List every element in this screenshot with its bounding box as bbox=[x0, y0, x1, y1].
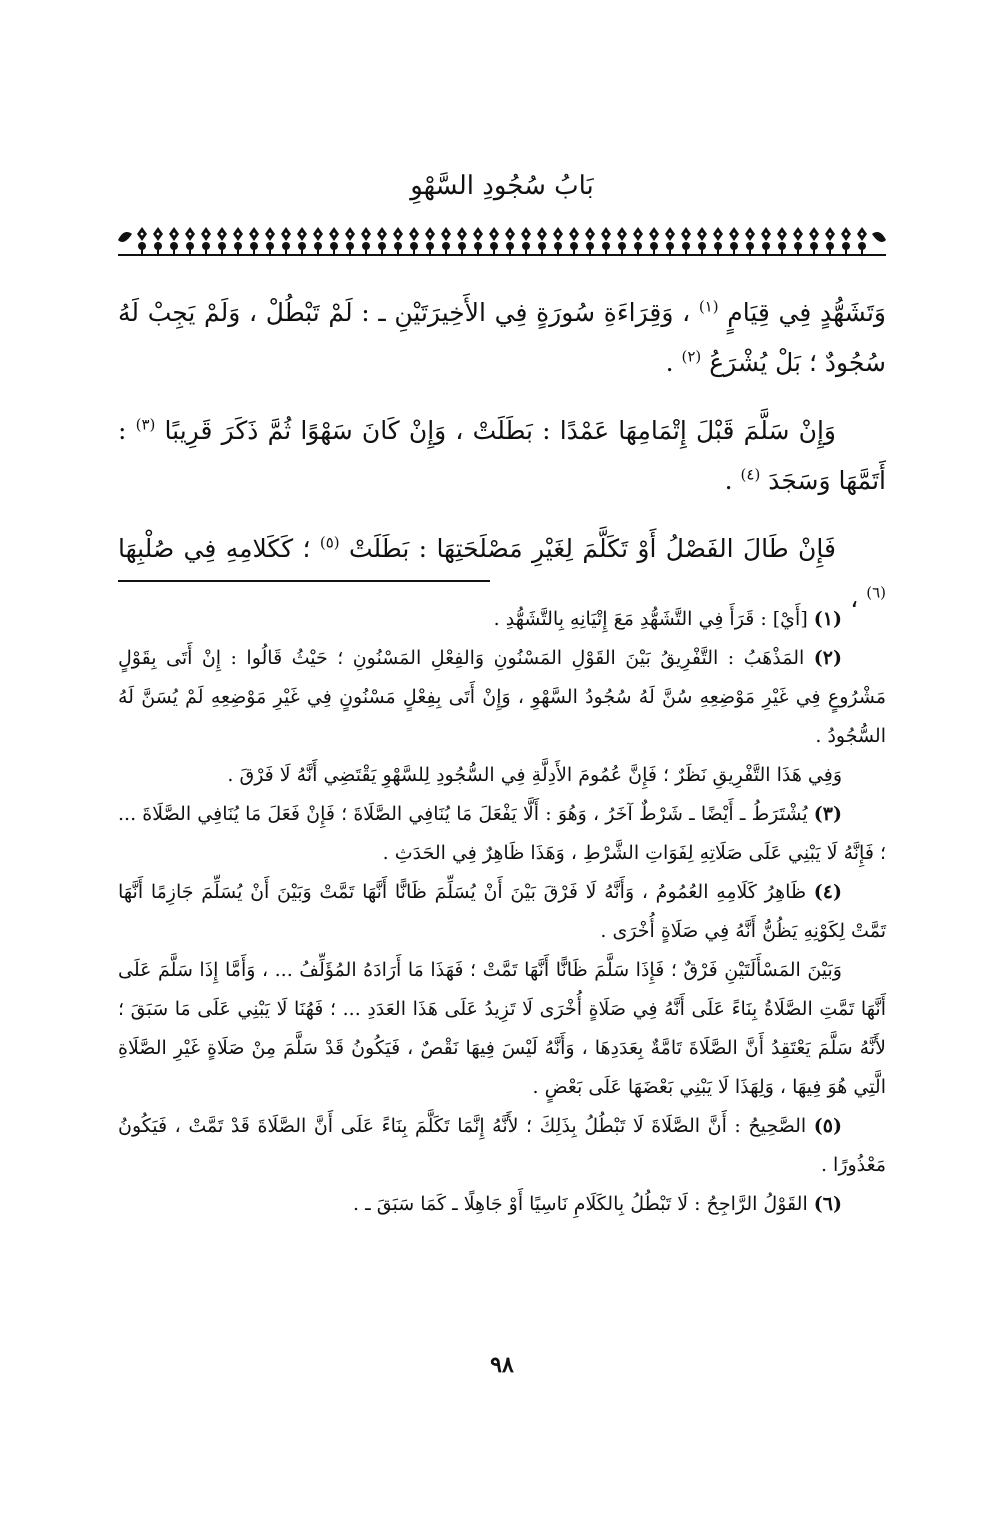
footnote-separator bbox=[118, 580, 490, 582]
footnote: (٣) يُشْتَرَطُ ـ أَيْضًا ـ شَرْطٌ آخَرُ ، وَهُوَ : أَلَّا يَفْعَلَ مَا يُنَافِي الصَّلَاةَ ؛ فَإِنْ فَعَلَ مَا يُنَافِي الصَّلَاةَ ... ؛ فَإِنَّهُ لَا يَبْنِي عَلَى صَلَاتِهِ لِفَوَاتِ الشَّرْطِ ، وَهَذَا ظَاهِرٌ فِي الحَدَثِ . bbox=[118, 803, 886, 864]
footnote-ref[interactable]: (٦) bbox=[866, 583, 886, 602]
footnote: وَبَيْنَ المَسْأَلَتَيْنِ فَرْقٌ ؛ فَإِذَا سَلَّمَ ظَانًّا أَنَّهَا تَمَّتْ ؛ فَهَذَا مَا أَرَادَهُ المُؤَلِّفُ ... ، وَأَمَّا إِذَا سَلَّمَ عَلَى أَنَّهَا تَمَّتِ الصَّلَاةُ بِنَاءً عَلَى أَنَّهُ فِي صَلَاةٍ أُخْرَى لَا تَزِيدُ عَلَى هَذَا العَدَدِ ... ؛ فَهُنَا لَا يَبْنِي عَلَى مَا سَبَقَ ؛ لأَنَّهُ سَلَّمَ يَعْتَقِدُ أَنَّ الصَّلَاةَ تَامَّةٌ بِعَدَدِهَا ، وَأَنَّهُ لَيْسَ فِيهَا نَقْصٌ ، فَيَكُونُ قَدْ سَلَّمَ مِنْ صَلَاةٍ غَيْرِ الصَّلَاةِ الَّتِي هُوَ فِيهَا ، وَلِهَذَا لَا يَبْنِي بَعْضَهَا عَلَى بَعْضٍ . bbox=[118, 959, 886, 1098]
footnote: (٦) القَوْلُ الرَّاجِحُ : لَا تَبْطُلُ بِالكَلَامِ نَاسِيًا أَوْ جَاهِلًا ـ كَمَا سَبَقَ ـ . bbox=[353, 1193, 842, 1215]
footnote-number: (٢) bbox=[813, 647, 842, 669]
footnote-ref[interactable]: (١) bbox=[698, 297, 719, 316]
footnote: (٤) ظَاهِرُ كَلَامِهِ العُمُومُ ، وَأَنَّهُ لَا فَرْقَ بَيْنَ أَنْ يُسَلِّمَ ظَانًّا أَنَّهَا تَمَّتْ وَبَيْنَ أَنْ يُسَلِّمَ جَازِمًا أَنَّهَا تَمَّتْ لِكَوْنِهِ يَظُنُّ أَنَّهُ فِي صَلَاةٍ أُخْرَى . bbox=[118, 881, 886, 942]
running-header: بَابُ سُجُودِ السَّهْوِ bbox=[410, 171, 594, 201]
main-paragraph: فَإِنْ طَالَ الفَصْلُ أَوْ تَكَلَّمَ لِغَيْرِ مَصْلَحَتِهَا : بَطَلَتْ $^{(٥)}$ ؛ كَكَلامِهِ فِي صُلْبِهَا $^{(٦)}$ ، bbox=[118, 533, 886, 613]
page-number: ٩٨ bbox=[490, 1352, 514, 1378]
footnote-number: (٦) bbox=[813, 1193, 842, 1215]
footnote-ref[interactable]: (٤) bbox=[740, 465, 761, 484]
footnote-ref[interactable]: (٥) bbox=[319, 533, 340, 552]
footnote-number: (٥) bbox=[813, 1115, 842, 1137]
footnote: وَفِي هَذَا التَّفْرِيقِ نَظَرٌ ؛ فَإِنَّ عُمُومَ الأَدِلَّةِ فِي السُّجُودِ لِلسَّهْوِ يَقْتَضِي أَنَّهُ لَا فَرْقَ . bbox=[227, 764, 842, 786]
footnote-number: (١) bbox=[813, 608, 842, 630]
footnote-number: (٣) bbox=[813, 803, 842, 825]
footnote-ref[interactable]: (٢) bbox=[681, 347, 702, 366]
main-paragraph: وَإِنْ سَلَّمَ قَبْلَ إِتْمَامِهَا عَمْدًا : بَطَلَتْ ، وَإِنْ كَانَ سَهْوًا ثُمَّ ذَكَرَ قَرِيبًا $^{(٣)}$ : أَتَمَّهَا وَسَجَدَ $^{(٤)}$ . bbox=[118, 415, 886, 495]
main-paragraph: وَتَشَهُّدٍ فِي قِيَامٍ $^{(١)}$ ، وَقِرَاءَةِ سُورَةٍ فِي الأَخِيرَتَيْنِ ـ : لَمْ تَبْطُلْ ، وَلَمْ يَجِبْ لَهُ سُجُودٌ ؛ بَلْ يُشْرَعُ $^{(٢)}$ . bbox=[118, 297, 886, 377]
footnote-number: (٤) bbox=[813, 881, 842, 903]
main-text bbox=[118, 288, 886, 642]
footnotes bbox=[118, 600, 886, 1224]
footnote-ref[interactable]: (٣) bbox=[135, 415, 156, 434]
footnote: (١) [أَيْ] : قَرَأَ فِي التَّشَهُّدِ مَعَ إِتْيَانِهِ بِالتَّشَهُّدِ . bbox=[493, 608, 842, 630]
ornamental-border bbox=[118, 224, 886, 256]
footnote: (٥) الصَّحِيحُ : أَنَّ الصَّلَاةَ لَا تَبْطُلُ بِذَلِكَ ؛ لأَنَّهُ إِنَّمَا تَكَلَّمَ بِنَاءً عَلَى أَنَّ الصَّلَاةَ قَدْ تَمَّتْ ، فَيَكُونُ مَعْذُورًا . bbox=[118, 1115, 886, 1176]
footnote: (٢) المَذْهَبُ : التَّفْرِيقُ بَيْنَ القَوْلِ المَسْنُونِ وَالفِعْلِ المَسْنُونِ ؛ حَيْثُ قَالُوا : إِنْ أَتَى بِقَوْلٍ مَشْرُوعٍ فِي غَيْرِ مَوْضِعِهِ سُنَّ لَهُ سُجُودُ السَّهْوِ ، وَإِنْ أَتَى بِفِعْلٍ مَسْنُونٍ فِي غَيْرِ مَوْضِعِهِ لَمْ يُسَنَّ لَهُ السُّجُودُ . bbox=[118, 647, 886, 747]
